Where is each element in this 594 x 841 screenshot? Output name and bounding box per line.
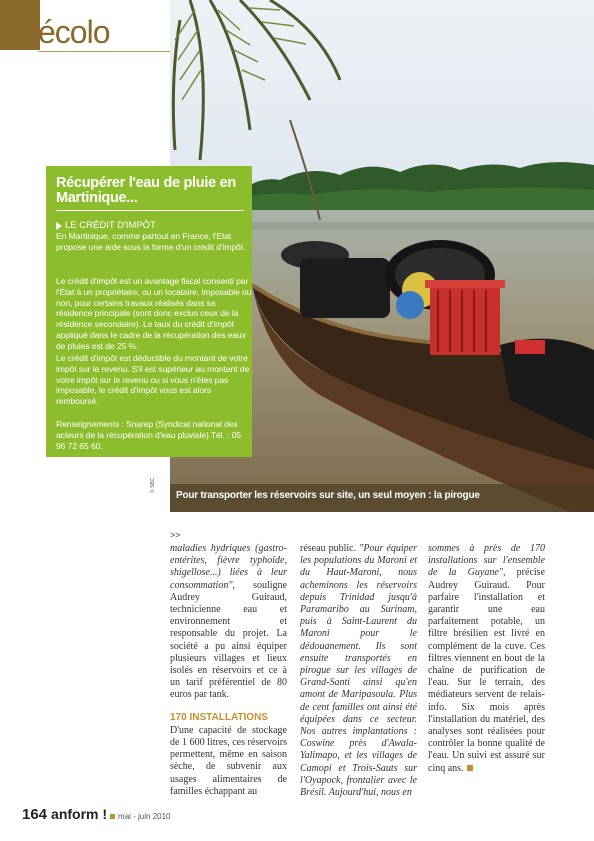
col2-text: réseau public. [300,543,360,554]
box-body: Le crédit d'impôt est un avantage fiscal consenti par l'État à un propriétaire, ou un locataire, imposable ou non, pour certains travaux réalisés dans sa résidence principale (sont donc exclus ceux de la résidence secondaire). Le taux du crédit d'impôt appliqué dans le cadre de la récupération des eaux de pluies est de 25 %. [56,276,252,351]
end-of-article-mark [467,765,473,771]
col2-paragraph [300,543,417,799]
col2-quote: "Pour équiper les populations du Maroni et du Haut-Maroni, nous acheminons les réservoirs depuis Trinidad jusqu'à Paramaribo au Surinam, puis à Saint-Laurent du Maroni pour le dédouanement. Ils sont ensuite transportés en pirogue sur les villages de Grand-Santi ainsi qu'en amont de Maripasoula. Plus de cent familles ont ainsi été équipées dans ce secteur. Nos autres implantations : Coswine près d'Awala-Yalimapo, et les villages de Camopi et Trois-Sauts sur l'Oyapock, frontalier avec le Brésil. Aujourd'hui, nous en [300,543,417,799]
box-subhead [56,220,156,231]
box-body-2: Le crédit d'impôt est déductible du montant de votre impôt sur le revenu. S'il est supérieur au montant de votre impôt sur le revenu ou si vous n'êtes pas imposable, le crédit d'impôt vous est alors remboursé. [56,353,250,407]
issue-date: mai - juin 2010 [118,812,171,821]
article-column-3 [428,543,545,775]
photo-caption: Pour transporter les réservoirs sur site, un seul moyen : la pirogue [176,490,480,501]
continue-mark: >> [170,530,181,540]
article-column-1 [170,543,287,798]
magazine-name: anform ! [51,806,108,822]
folio [22,806,171,823]
box-title-rule [56,210,244,211]
section-color-block [0,0,40,50]
triangle-bullet-icon [56,222,62,230]
col1-quote: maladies hydriques (gastro-entérites, fièvre typhoïde, shigellose...) liées à leur consommation", [170,543,287,591]
col3-paragraph [428,543,545,775]
folio-square [110,814,115,819]
sidebar-box [46,166,252,457]
photo-credit: © SBC [150,477,156,493]
section-label: écolo [38,14,110,50]
col1-text: souligne Audrey Guiraud, technicienne eau et environnement et responsable du projet. La société a pu ainsi équiper plusieurs villages et lieux isolés en réservoirs et ce à un tarif préférentiel de 80 euros par tank. [170,579,287,701]
box-subhead-text: LE CRÉDIT D'IMPÔT [65,220,156,231]
article-subhead: 170 INSTALLATIONS [170,711,268,723]
col1-paragraph-2: D'une capacité de stockage de 1 600 litres, ces réservoirs permettent, même en saison sèche, de subvenir aux usages alimentaires de familles échappant au [170,724,287,797]
section-rule [38,51,170,52]
article-column-2 [300,543,417,799]
page-number: 164 [22,806,48,823]
col1-paragraph-1 [170,543,287,702]
col3-text: précise Audrey Guiraud. Pour parfaire l'installation et garantir une eau parfaitement potable, un filtre brésilien est livré en complément de la cuve. Ces filtres viennent en bout de la chaîne de purification de l'eau. Sur le terrain, des médiateurs servent de relais-info. Six mois après l'installation du matériel, des analyses sont réalisées pour contrôler la bonne qualité de l'eau. Un suivi est assuré sur cinq ans. [428,567,545,774]
box-intro: En Martinique, comme partout en France, l'Etat propose une aide sous la forme d'un crédit d'impôt. [56,231,246,252]
box-title: Récupérer l'eau de pluie en Martinique... [56,175,236,206]
col3-quote: sommes à près de 170 installations sur l'ensemble de la Guyane", [428,543,545,579]
box-contact: Renseignements : Snarep (Syndicat national des acteurs de la récupération d'eau pluviale) Tél. : 05 96 72 65 60. [56,419,241,451]
